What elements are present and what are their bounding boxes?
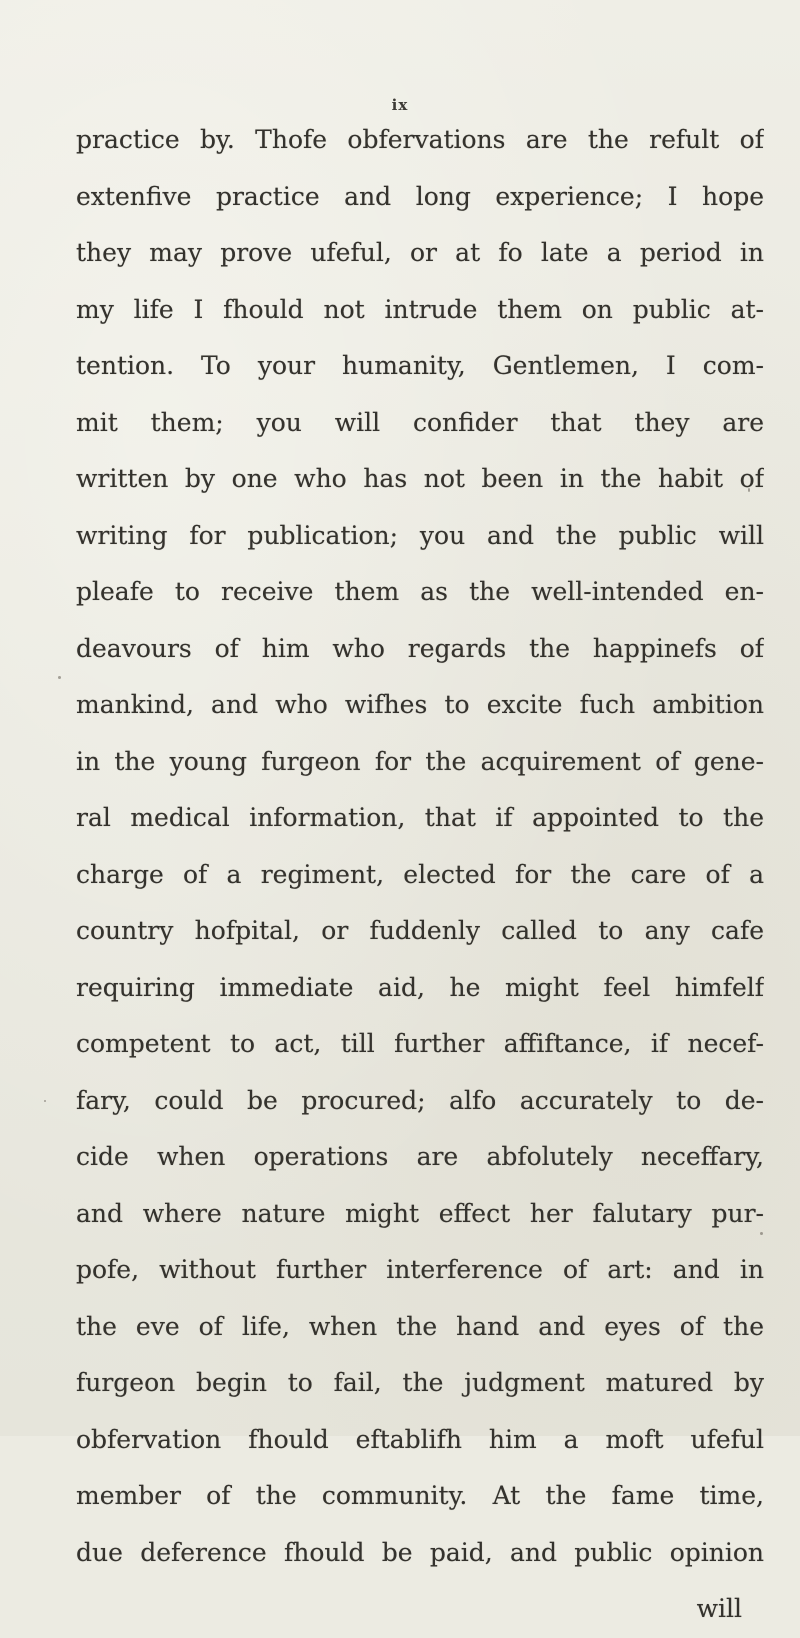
paper-speck [748,488,750,492]
paper-speck [340,1380,342,1383]
text-line: pleafe to receive them as the well-intended en- [76,577,764,606]
text-line: extenfive practice and long experience; I hope [76,181,764,211]
text-line: competent to act, till further affiftance, if necef- [76,1029,764,1058]
text-line: practice by. Thofe obfervations are the refult of [76,125,764,154]
text-line: mit them; you will confider that they are [76,407,764,437]
text-line: furgeon begin to fail, the judgment matured by [76,1368,764,1397]
body-text [76,112,764,1638]
text-line: mankind, and who wifhes to excite fuch ambition [76,690,764,719]
text-line: and where nature might effect her falutary pur- [76,1198,764,1228]
text-line: my life I fhould not intrude them on public at- [76,294,764,324]
text-line: deavours of him who regards the happinefs of [76,633,764,663]
paper-speck [760,1232,763,1235]
text-line: the eve of life, when the hand and eyes of the [76,1311,764,1341]
text-line: obfervation fhould eftablifh him a moft ufeful [76,1424,764,1454]
text-line: requiring immediate aid, he might feel himfelf [76,972,764,1002]
text-line: they may prove ufeful, or at fo late a period in [76,238,764,267]
text-line: fary, could be procured; alfo accurately to de- [76,1085,764,1115]
text-line: writing for publication; you and the public will [76,520,764,550]
text-line: tention. To your humanity, Gentlemen, I com- [76,351,764,380]
catchword: will [696,1594,742,1623]
text-line: ral medical information, that if appointed to the [76,803,764,832]
paper-speck [58,676,61,679]
page-number: ix [391,96,409,114]
text-line: due deference fhould be paid, and public opinion [76,1537,764,1567]
text-line: country hofpital, or fuddenly called to any cafe [76,916,764,945]
text-line: pofe, without further interference of art: and in [76,1255,764,1284]
paper-speck [44,1100,46,1102]
text-line: charge of a regiment, elected for the care of a [76,859,764,889]
text-line: written by one who has not been in the habit of [76,464,764,493]
text-line: in the young furgeon for the acquirement of gene- [76,746,764,776]
text-line: cide when operations are abfolutely neceffary, [76,1142,764,1171]
text-line: member of the community. At the fame time, [76,1481,764,1510]
